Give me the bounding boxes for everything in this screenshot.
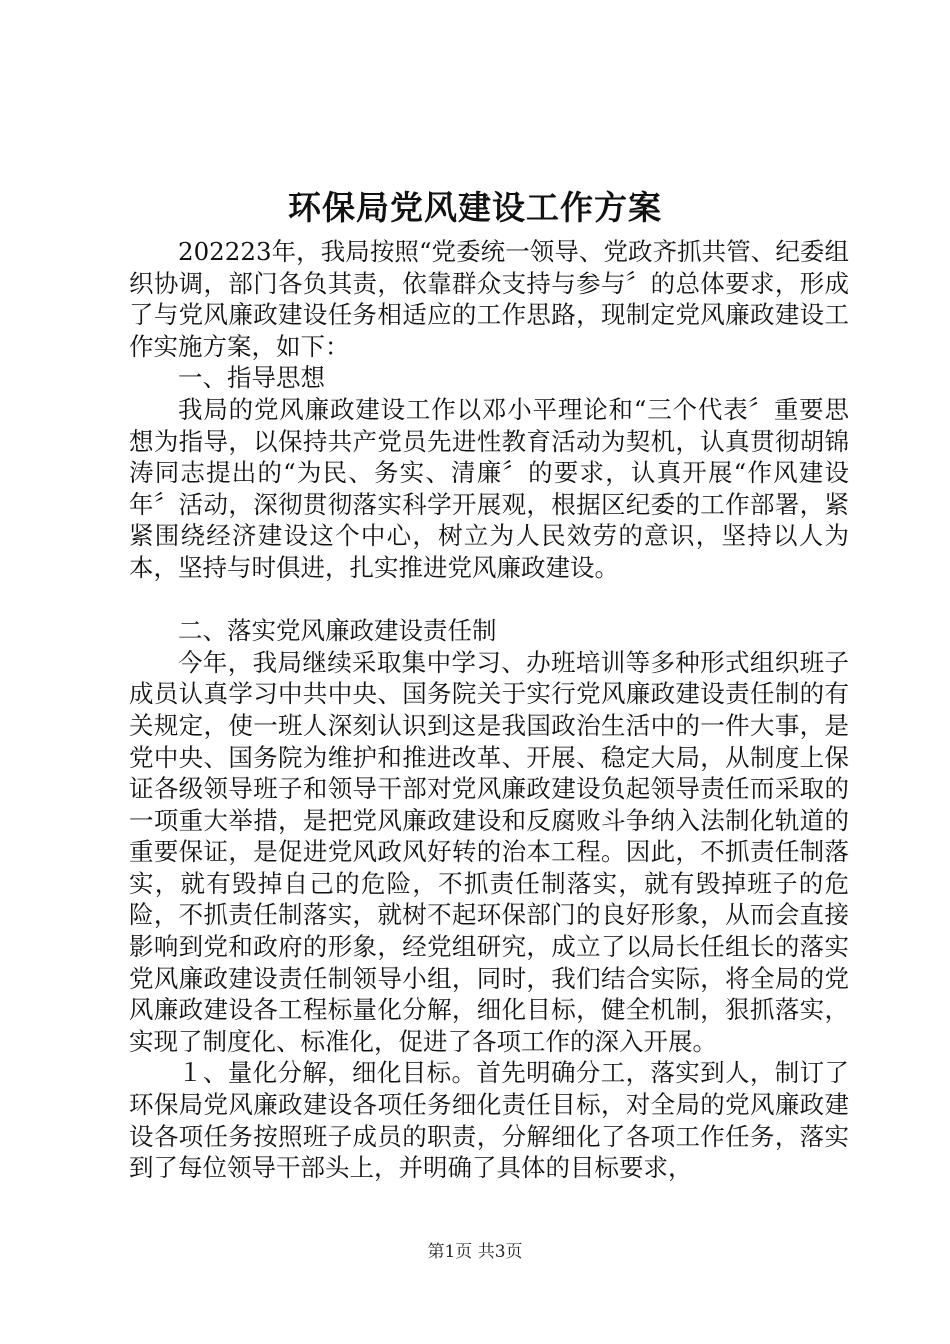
section-guiding-ideology-body: 我局的党风廉政建设工作以邓小平理论和“三个代表〞重要思想为指导，以保持共产党员先进性教育活动为契机，认真贯彻胡锦涛同志提出的“为民、务实、清廉〞的要求，认真开展“作风建设年〞活动，深彻贯彻落实科学开展观，根据区纪委的工作部署，紧紧围绕经济建设这个中心，树立为人民效劳的意识，坚持以人为本，坚持与时俱进，扎实推进党风廉政建设。: [129, 394, 849, 582]
document-body: [129, 236, 849, 1184]
page-number-footer: 第1页 共3页: [427, 1242, 523, 1262]
paragraph-spacer: [129, 584, 849, 616]
intro-paragraph: 202223年，我局按照“党委统一领导、党政齐抓共管、纪委组织协调，部门各负其责，依靠群众支持与参与〞的总体要求，形成了与党风廉政建设任务相适应的工作思路，现制定党风廉政建设工作实施方案，如下：: [129, 237, 849, 361]
section-responsibility-system-body: 今年，我局继续采取集中学习、办班培训等多种形式组织班子成员认真学习中共中央、国务院关于实行党风廉政建设责任制的有关规定，使一班人深刻认识到这是我国政治生活中的一件大事，是党中央、国务院为维护和推进改革、开展、稳定大局，从制度上保证各级领导班子和领导干部对党风廉政建设负起领导责任而采取的一项重大举措，是把党风廉政建设和反腐败斗争纳入法制化轨道的重要保证，是促进党风政风好转的治本工程。因此，不抓责任制落实，就有毁掉自己的危险，不抓责任制落实，就有毁掉班子的危险，不抓责任制落实，就树不起环保部门的良好形象，从而会直接影响到党和政府的形象，经党组研究，成立了以局长任组长的落实党风廉政建设责任制领导小组，同时，我们结合实际，将全局的党风廉政建设各工程标量化分解，细化目标，健全机制，狠抓落实，实现了制度化、标准化，促进了各项工作的深入开展。: [129, 647, 849, 1056]
section-heading-guiding-ideology: 一、指导思想: [178, 363, 325, 393]
document-title: 环保局党风建设工作方案: [288, 188, 662, 227]
section-heading-responsibility-system: 二、落实党风廉政建设责任制: [178, 616, 497, 646]
item-quantify-decompose-body: １、量化分解，细化目标。首先明确分工，落实到人，制订了环保局党风廉政建设各项任务细化责任目标，对全局的党风廉政建设各项任务按照班子成员的职责，分解细化了各项工作任务，落实到了每位领导干部头上，并明确了具体的目标要求，: [129, 1058, 849, 1183]
